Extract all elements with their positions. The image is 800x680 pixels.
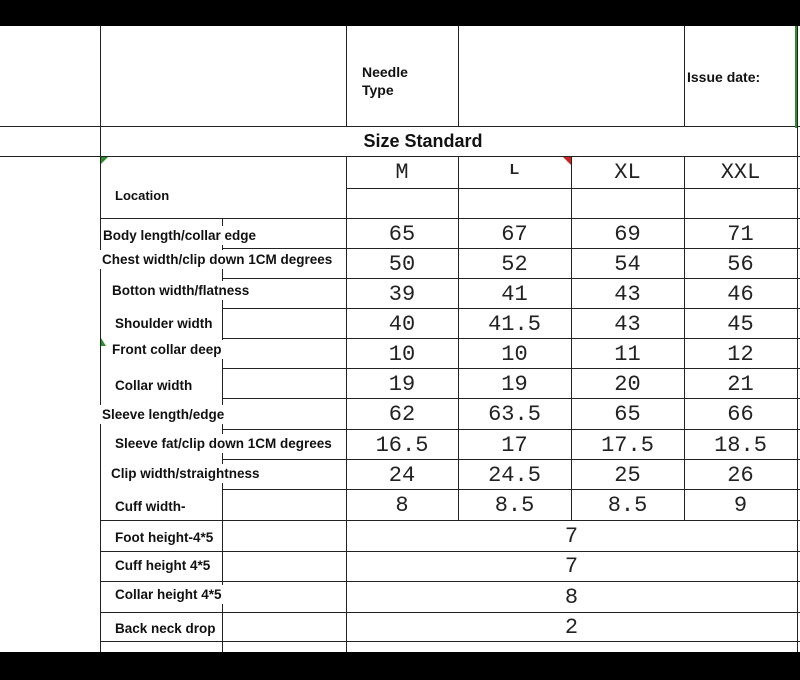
grid-line [222,459,800,460]
grid-line [458,26,459,126]
value-xxl: 21 [727,371,754,397]
grid-line [797,26,798,652]
green-edge-marker [795,26,797,128]
value-l: 19 [501,371,528,397]
green-corner-marker [101,338,106,346]
value-l: 8.5 [494,493,535,518]
grid-line [0,126,800,127]
value-xl: 43 [614,311,641,337]
row-label: Clip width/straightness [111,466,260,481]
value-l: 10 [501,341,528,367]
row-label: Foot height-4*5 [115,530,214,545]
row-label: Back neck drop [115,621,216,636]
value-xxl: 66 [727,402,754,427]
value-m: 24 [388,462,416,488]
value-m: 16.5 [375,432,429,458]
value-xxl: 18.5 [714,432,767,458]
value-xl: 8.5 [607,493,648,518]
grid-line [100,218,800,219]
row-label: Body length/collar edge [103,228,257,243]
size-chart-sheet [0,26,800,652]
grid-line [222,278,800,279]
row-label: Botton width/flatness [112,283,250,298]
value-xxl: 45 [727,311,754,337]
grid-line [222,429,800,430]
value-m: 40 [388,311,416,337]
value-l: 67 [501,221,528,247]
page-title: Size Standard [363,131,483,151]
value-xl: 11 [614,341,641,367]
value-xl: 17.5 [601,432,654,458]
row-label: Collar width [115,378,193,393]
row-label: Chest width/clip down 1CM degrees [102,252,333,267]
grid-line [222,308,800,309]
grid-line [346,26,347,126]
merged-value: 7 [564,523,579,549]
value-m: 50 [388,251,416,277]
value-l: 24.5 [488,462,541,488]
row-label: Cuff width- [115,499,186,514]
grid-line [222,398,800,399]
value-l: 52 [501,251,528,277]
row-label: Front collar deep [112,342,222,357]
value-l: 63.5 [488,402,541,427]
value-xl: 69 [614,221,641,247]
value-xl: 54 [614,251,641,277]
value-xxl: 12 [727,341,754,367]
needle-type-label: Needle Type [362,64,408,98]
value-l: 41.5 [488,311,541,337]
value-m: 10 [388,341,416,367]
row-label: Sleeve fat/clip down 1CM degrees [115,436,332,451]
value-m: 8 [395,493,409,518]
row-label: Cuff height 4*5 [115,558,211,573]
grid-line [222,368,800,369]
value-xxl: 46 [727,281,754,307]
value-xl: 20 [614,371,641,397]
value-l: 17 [501,432,528,458]
size-header-m: M [395,160,409,185]
value-xxl: 9 [733,493,748,518]
size-header-xxl: XXL [720,160,761,185]
value-m: 62 [388,402,416,427]
grid-line [346,188,800,189]
value-xl: 43 [614,281,641,307]
value-m: 19 [388,371,416,397]
location-label: Location [115,188,170,203]
issue-date-label: Issue date: [687,69,761,85]
value-xl: 65 [614,402,641,427]
grid-line [222,489,800,490]
grid-line [222,248,800,249]
value-xxl: 26 [727,462,754,488]
grid-line [222,338,800,339]
row-label: Shoulder width [115,316,213,331]
size-header-xl: XL [614,160,641,185]
grid-line [100,641,800,642]
merged-value: 8 [564,584,579,610]
value-l: 41 [501,281,528,307]
value-xl: 25 [614,462,641,488]
row-label: Sleeve length/edge [102,407,225,422]
value-xxl: 56 [727,251,754,277]
green-corner-marker [101,157,108,164]
value-m: 39 [388,281,416,307]
value-xxl: 71 [727,221,754,247]
size-header-l: L [509,160,520,178]
row-label: Collar height 4*5 [115,587,222,602]
merged-value: 2 [564,614,579,640]
value-m: 65 [388,221,416,247]
merged-value: 7 [564,554,579,579]
grid-line [684,26,685,126]
